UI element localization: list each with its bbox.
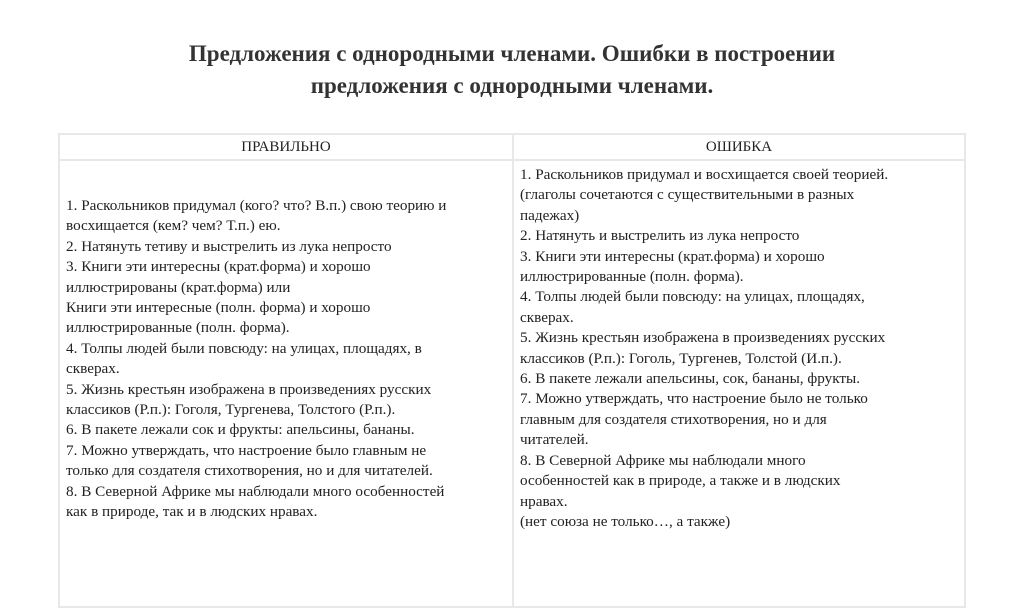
- text-line: иллюстрированные (полн. форма).: [66, 319, 290, 337]
- text-line: иллюстрированы (крат.форма) или: [66, 278, 291, 296]
- text-line: Книги эти интересные (полн. форма) и хорошо: [66, 299, 371, 317]
- text-line: иллюстрированные (полн. форма).: [520, 268, 744, 286]
- text-line: 4. Толпы людей были повсюду: на улицах, площадях,: [520, 288, 865, 306]
- text-line: как в природе, так и в людских нравах.: [66, 503, 318, 521]
- text-line: (глаголы сочетаются с существительными в разных: [520, 186, 855, 204]
- comparison-table: [58, 133, 966, 608]
- text-line: 2. Натянуть тетиву и выстрелить из лука непросто: [66, 237, 392, 255]
- text-line: 1. Раскольников придумал и восхищается своей теорией.: [520, 166, 889, 183]
- table-header-row: [59, 134, 965, 160]
- table-row: [59, 160, 965, 607]
- text-line: классиков (Р.п.): Гоголя, Тургенева, Толстого (Р.п.).: [66, 401, 396, 419]
- text-line: 6. В пакете лежали сок и фрукты: апельсины, бананы.: [66, 421, 415, 439]
- correct-examples-cell: [59, 160, 513, 607]
- text-line: 7. Можно утверждать, что настроение было главным не: [66, 441, 427, 459]
- text-line: скверах.: [66, 360, 120, 378]
- text-line: падежах): [520, 206, 580, 224]
- text-line: 3. Книги эти интересны (крат.форма) и хорошо: [520, 247, 825, 265]
- text-line: 8. В Северной Африке мы наблюдали много особенностей: [66, 482, 445, 500]
- header-correct: ПРАВИЛЬНО: [59, 134, 513, 160]
- text-line: классиков (Р.п.): Гоголь, Тургенев, Толстой (И.п.).: [520, 349, 842, 367]
- text-line: 6. В пакете лежали апельсины, сок, бананы, фрукты.: [520, 370, 861, 388]
- text-line: 5. Жизнь крестьян изображена в произведениях русских: [520, 329, 886, 347]
- text-line: 5. Жизнь крестьян изображена в произведениях русских: [66, 380, 432, 398]
- text-line: 4. Толпы людей были повсюду: на улицах, площадях, в: [66, 339, 422, 357]
- text-line: только для создателя стихотворения, но и для читателей.: [66, 462, 433, 480]
- text-line: скверах.: [520, 308, 574, 326]
- text-line: 2. Натянуть и выстрелить из лука непросто: [520, 227, 800, 245]
- slide-title-line-1: Предложения с однородными членами. Ошибки в построении: [188, 41, 836, 66]
- text-line: главным для создателя стихотворения, но и для: [520, 410, 827, 428]
- text-line: нравах.: [520, 492, 568, 510]
- text-line: особенностей как в природе, а также и в людских: [520, 472, 841, 490]
- slide-title: [0, 38, 1024, 102]
- text-line: (нет союза не только…, а также): [520, 512, 731, 530]
- text-line: 3. Книги эти интересны (крат.форма) и хорошо: [66, 258, 371, 276]
- error-examples-cell: [513, 160, 965, 607]
- text-line: восхищается (кем? чем? Т.п.) ею.: [66, 217, 281, 235]
- header-error: ОШИБКА: [513, 134, 965, 160]
- text-line: читателей.: [520, 431, 589, 449]
- text-line: 7. Можно утверждать, что настроение было не только: [520, 390, 868, 408]
- text-line: 8. В Северной Африке мы наблюдали много: [520, 451, 806, 469]
- text-line: 1. Раскольников придумал (кого? что? В.п.) свою теорию и: [66, 197, 447, 214]
- slide-title-line-2: предложения с однородными членами.: [310, 73, 714, 98]
